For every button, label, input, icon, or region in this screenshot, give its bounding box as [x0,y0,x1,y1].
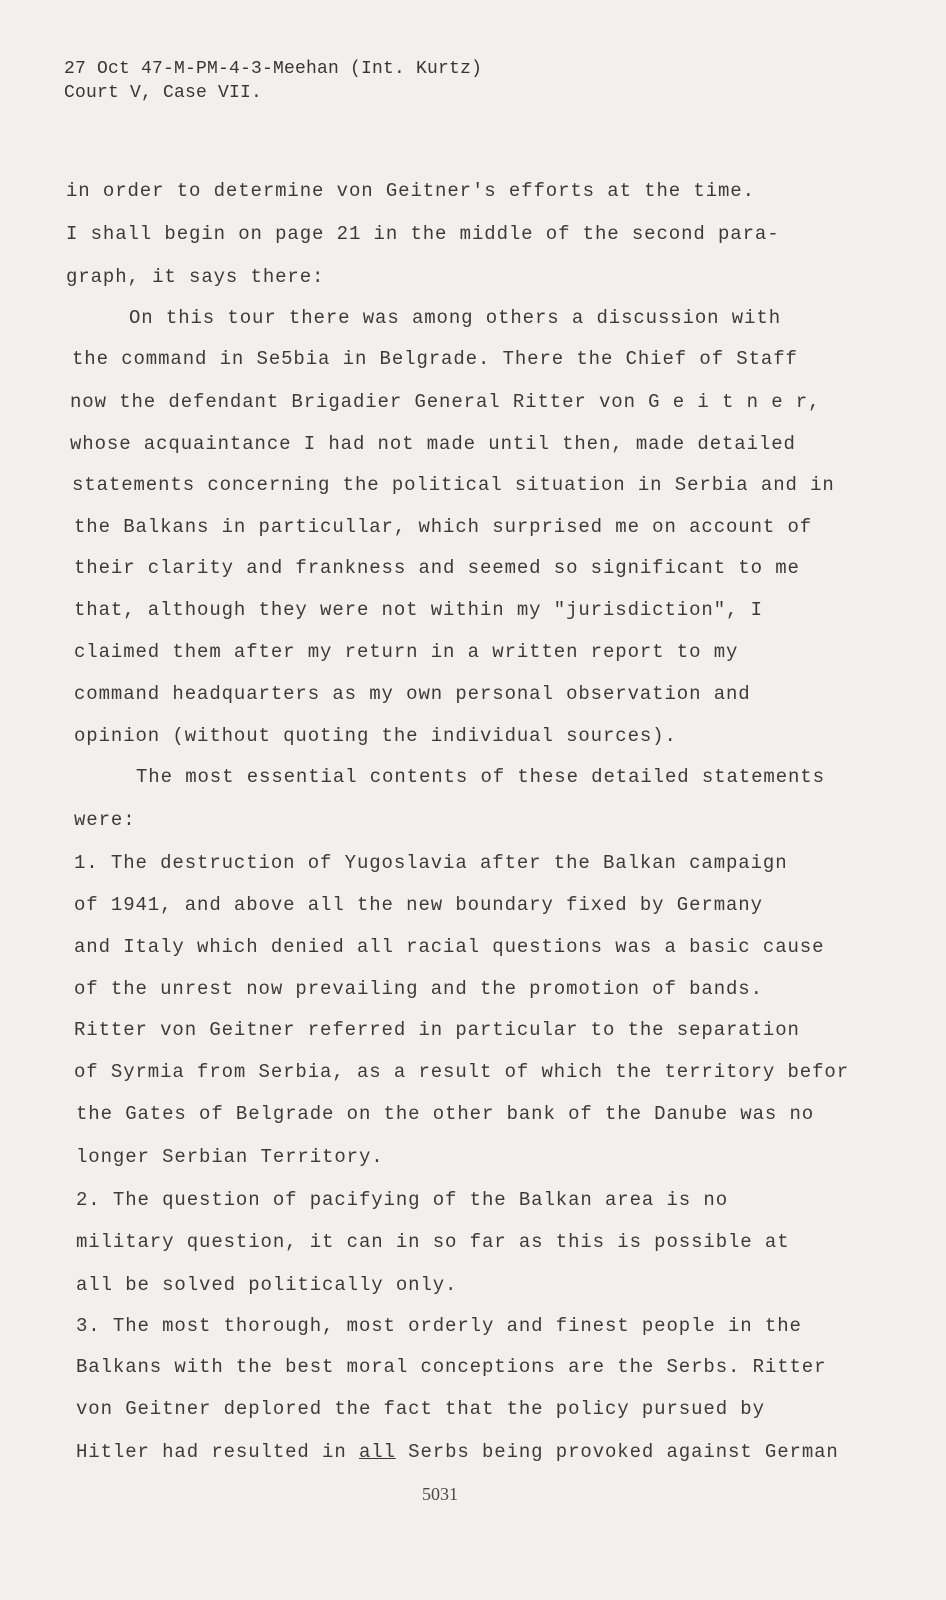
text-line: and Italy which denied all racial questions was a basic cause [74,936,825,958]
text-line: Balkans with the best moral conceptions are the Serbs. Ritter [76,1356,827,1378]
text-line-final [76,1440,839,1464]
text-line: of Syrmia from Serbia, as a result of which the territory befor [74,1061,850,1083]
text-line: On this tour there was among others a discussion with [129,307,781,329]
text-segment: Hitler had resulted in [76,1441,359,1463]
text-line: claimed them after my return in a written report to my [74,641,739,663]
text-line: 3. The most thorough, most orderly and finest people in the [76,1315,802,1337]
text-line: opinion (without quoting the individual sources). [74,725,677,747]
text-line: were: [74,809,136,831]
text-line: now the defendant Brigadier General Ritter von G e i t n e r, [70,391,821,413]
text-line: command headquarters as my own personal observation and [74,683,751,705]
text-line: 1. The destruction of Yugoslavia after the Balkan campaign [74,852,788,874]
text-line: in order to determine von Geitner's efforts at the time. [66,180,755,202]
text-line: von Geitner deplored the fact that the policy pursued by [76,1398,765,1420]
text-line: of 1941, and above all the new boundary fixed by Germany [74,894,763,916]
text-line: statements concerning the political situation in Serbia and in [72,474,835,496]
text-line: military question, it can in so far as this is possible at [76,1231,790,1253]
text-line: Ritter von Geitner referred in particular to the separation [74,1019,800,1041]
text-line: 2. The question of pacifying of the Balkan area is no [76,1189,728,1211]
text-line: of the unrest now prevailing and the promotion of bands. [74,978,763,1000]
text-line: all be solved politically only. [76,1274,458,1296]
text-line: the command in Se5bia in Belgrade. There the Chief of Staff [72,348,798,370]
text-segment: Serbs being provoked against German [395,1441,839,1463]
text-line: The most essential contents of these detailed statements [136,766,825,788]
text-line: the Balkans in particullar, which surprised me on account of [74,516,813,538]
header-court-line: Court V, Case VII. [64,83,263,103]
text-line: the Gates of Belgrade on the other bank of the Danube was no [76,1103,815,1125]
text-line: longer Serbian Territory. [76,1146,384,1168]
text-line: that, although they were not within my "jurisdiction", I [74,599,763,621]
text-line: I shall begin on page 21 in the middle of the second para- [66,223,780,245]
underlined-word: all [358,1441,396,1463]
page-number: 5031 [422,1484,458,1504]
text-line: their clarity and frankness and seemed so significant to me [74,557,800,579]
text-line: graph, it says there: [66,266,325,288]
header-session-line: 27 Oct 47-M-PM-4-3-Meehan (Int. Kurtz) [64,59,483,79]
text-line: whose acquaintance I had not made until then, made detailed [70,433,796,455]
document-header [64,57,482,105]
